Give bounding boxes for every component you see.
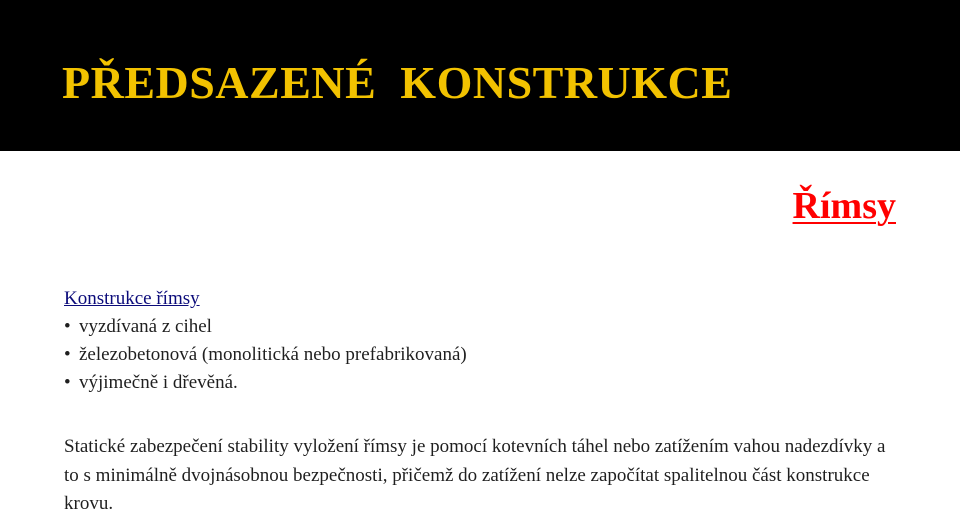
- header-bar: [0, 0, 960, 151]
- list-item: [64, 313, 924, 341]
- list-item: [64, 341, 924, 369]
- list-item-text: výjimečně i dřevěná.: [79, 372, 238, 393]
- section-title: Římsy: [792, 185, 896, 227]
- bullet-icon: •: [64, 372, 71, 393]
- bullet-list: [64, 313, 924, 397]
- list-item-text: železobetonová (monolitická nebo prefabrikovaná): [79, 344, 467, 365]
- list-item: [64, 369, 924, 397]
- bullet-icon: •: [64, 344, 71, 365]
- page-title: PŘEDSAZENÉ KONSTRUKCE: [62, 57, 733, 108]
- list-heading: Konstrukce římsy: [64, 288, 200, 309]
- body-paragraph: Statické zabezpečení stability vyložení římsy je pomocí kotevních táhel nebo zatížením vahou nadezdívky a to s minimálně dvojnásobnou bezpečnosti, přičemž do zatížení nelze započítat spalitelnou část konstrukce krovu.: [64, 436, 886, 514]
- list-item-text: vyzdívaná z cihel: [79, 316, 212, 337]
- content-area: [64, 285, 924, 519]
- bullet-icon: •: [64, 316, 71, 337]
